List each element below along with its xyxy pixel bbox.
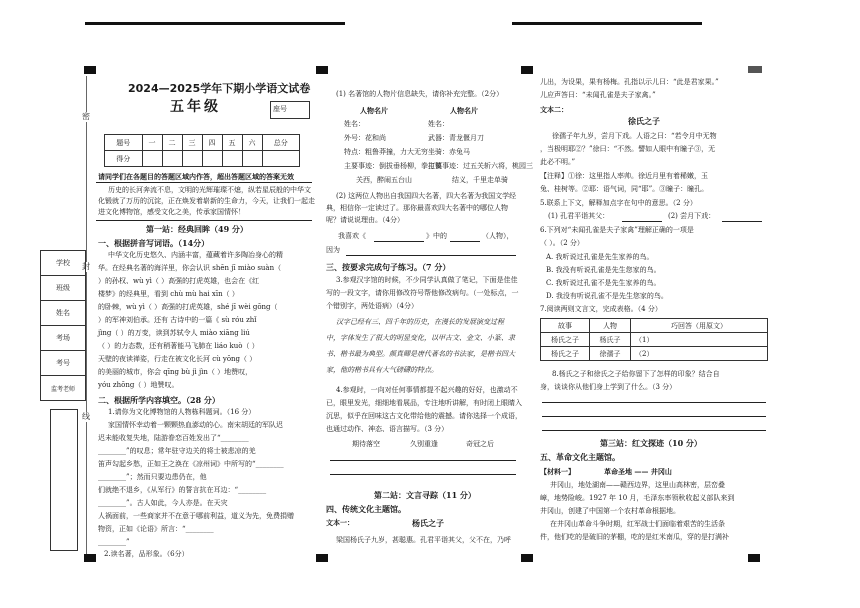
table-cell: 杨氏之子	[541, 333, 590, 347]
score-header: 一	[142, 135, 162, 151]
q5-part-b: (2) 尝月下戏：	[668, 212, 716, 220]
text-2-title: 徐氏之子	[628, 116, 660, 126]
seat-box	[270, 101, 310, 119]
material-line: 嶂，地势险峻。1927 年 10 月，毛泽东率领秋收起义部队来到	[540, 494, 735, 502]
text-1-line: 梁国杨氏子九岁，甚聪惠。孔君平诣其父，父不在，乃呼	[336, 536, 511, 544]
idiom-option: 奇冠之后	[466, 440, 494, 448]
text-2-line: ，当极明耶②？”徐曰：“不然。譬如人眼中有瞳子③，无	[540, 145, 716, 153]
comparison-table	[540, 318, 768, 361]
card-field: 主要事迹：过五关斩六将，桃园三	[428, 162, 533, 170]
alignment-mark	[316, 66, 328, 74]
score-header: 总分	[262, 135, 300, 151]
character-card-right	[428, 104, 533, 184]
answer-line[interactable]	[542, 430, 766, 431]
registration-bar-right	[512, 22, 702, 25]
q2-text: ________”；然而只要边患仍在，他	[98, 473, 207, 481]
q2-text: ________”的叹息；常年驻守边关的将士被悲凉的羌	[98, 447, 256, 455]
q1-text: 的美丽的城市，你会 qīng bù jì jìn（ ）地赞叹，	[98, 368, 253, 376]
answer-blank[interactable]	[374, 241, 424, 242]
text-2-label: 文本二：	[540, 105, 568, 114]
divider	[96, 220, 312, 221]
q2-text: 物资，正如《论语》所言：“________	[98, 525, 214, 533]
q2-text: 们就绝不退乡，《从军行》的誓言抗在耳边：“________	[98, 486, 267, 494]
material-label: 【材料一】	[540, 467, 575, 476]
table-answer-cell[interactable]: （1）	[631, 333, 768, 347]
binding-mark: 封	[82, 262, 90, 271]
side-field-number: 考号	[41, 351, 86, 376]
question-2-title: 二、根据所学内容填空。（28 分）	[98, 395, 220, 405]
note-line: 兔、桂树等。②耶：语气词，同“耶”。③瞳子：瞳孔。	[540, 185, 709, 193]
question-7: 7.阅读两则文言文，完成表格。（4 分）	[540, 305, 662, 313]
card-field: 特点：粗鲁莽撞，力大无穷	[344, 148, 428, 156]
q2b-text: 典，相信你一定读过了。那你最喜欢四大名著中的哪位人物	[326, 204, 508, 212]
text-1-label: 文本一：	[326, 518, 354, 527]
score-cell	[202, 151, 222, 167]
answer-line[interactable]	[330, 474, 516, 475]
q1-text: 华。在经典名著的海洋里，你会认识 shēn jī miào suàn（	[98, 264, 282, 272]
score-cell	[162, 151, 182, 167]
handwritten-line: 汉字已经有三、四千年的历史，在漫长的发展演变过程	[336, 318, 504, 326]
option-a: A. 我听说过孔雀是先生家养的鸟。	[546, 253, 654, 261]
grade-title: 五年级	[170, 99, 221, 115]
answer-blank[interactable]	[346, 255, 516, 256]
answer-blank[interactable]	[622, 221, 662, 222]
exam-title: 2024—2025学年下期小学语文试卷	[128, 82, 311, 95]
alignment-mark	[521, 554, 533, 562]
table-answer-cell[interactable]: （2）	[631, 347, 768, 361]
handwritten-passage	[326, 318, 518, 382]
score-header: 二	[162, 135, 182, 151]
note-line: 【注释】①徐：这里指人率帅。徐近月里有着稀嫩，玉	[540, 172, 708, 180]
score-header: 四	[202, 135, 222, 151]
q1-text: 天壁的夜读禅姿，行走在被文化长河 cù yōng（ ）	[98, 355, 257, 363]
q1-text: ）的军神刘伯承。还有 古诗中的一篇《 sù róu zhǐ	[98, 316, 257, 324]
score-header: 题号	[105, 135, 143, 151]
q3-text: 个错别字，两处语病）（4分）	[326, 302, 418, 310]
card-field: 姓名：	[344, 120, 365, 128]
score-cell	[142, 151, 162, 167]
text-2-line: 此必不明。”	[540, 158, 576, 166]
material-title: 革命圣地 —— 井冈山	[604, 467, 672, 476]
option-d: D. 我没有听说孔雀不是先生您家的鸟。	[546, 292, 668, 300]
card-field: 外号：花和尚	[344, 134, 386, 142]
side-field-name: 姓名	[41, 301, 86, 326]
handwritten-line: 中，字体发生了很大的明显变化，以甲古文、金文、小篆、隶	[326, 334, 515, 342]
q2-subtitle: 1.请你为文化博物馆的人物栋科题词。（16 分）	[108, 408, 256, 416]
score-cell	[222, 151, 242, 167]
col2-question-head: (1) 名著馆的人物片信息缺失，请你补充完整。（2分）	[336, 90, 504, 98]
divider	[96, 182, 312, 183]
q2-text: 家国情怀幸动着一颗颗热血澎动的心。南宋胡廷的军队迟	[108, 421, 283, 429]
binding-mark: 密	[82, 112, 90, 121]
intro-line: 进文化博物馆，感受文化之美，传承家国情怀！	[98, 208, 245, 216]
score-table	[104, 134, 300, 167]
answer-line[interactable]	[330, 460, 516, 461]
card-title: 人物名片	[360, 106, 388, 115]
seat-label: 座号	[273, 105, 287, 113]
fill-favorite-end: （人物），	[482, 232, 514, 240]
student-info-table	[40, 250, 86, 401]
side-field-school: 学校	[41, 251, 86, 276]
fill-favorite-book: 我喜欢《	[338, 232, 366, 240]
binding-line	[86, 76, 87, 554]
q1-text: jìng（ ）的万变，读到苏轼令人 miào xiāng liú	[98, 329, 250, 337]
material-line: 井冈山，地处湖南——赣西边界，这里山高林密，层峦叠	[550, 481, 725, 489]
card-field: 关西，醉闹五台山	[356, 176, 412, 184]
text-1-continued: 儿应声答曰：“未闻孔雀是夫子家禽。”	[540, 91, 656, 99]
q4-text: 4.参观时，一向对任何事情都提不起兴趣的好好，也激动不	[336, 386, 518, 394]
table-cell: 徐孺子	[590, 347, 631, 361]
card-field: 主要事迹：倒拔垂杨柳，拳打镇	[344, 162, 442, 170]
option-c: C. 我听说过孔雀不是先生家养的鸟。	[546, 279, 661, 287]
question-8: 8.杨氏之子和徐氏之子给你留下了怎样的印象？结合自	[552, 370, 720, 378]
score-header: 五	[222, 135, 242, 151]
table-header: 人物	[590, 319, 631, 333]
score-cell	[242, 151, 262, 167]
alignment-mark	[748, 66, 762, 73]
question-6: 6.下列对“未闻孔雀是夫子家禽”理解正确的一项是	[540, 226, 694, 234]
q1-text: 中华文化历史悠久、内涵丰富，蕴藏着许多陶冶身心的精	[108, 251, 283, 259]
idiom-option: 久别重逢	[410, 440, 438, 448]
q3-text: 3.参观汉字馆的时候，不少同学认真做了笔记，下面是佳佳	[336, 276, 518, 284]
intro-line: 化锻就了万历的沉淀，正在焕发着崭新的生命力，今天，让我们一起走	[98, 197, 315, 205]
idiom-option: 期待落空	[352, 440, 380, 448]
section-3-title: 第三站：红文探迹（10 分）	[600, 438, 702, 448]
binding-mark: 线	[82, 412, 90, 421]
question-3-title: 三、按要求完成句子练习。（7 分）	[326, 262, 451, 272]
question-5: 5.联系上下文，解释加点字在句中的意思。（2 分）	[540, 199, 697, 207]
side-field-class: 班级	[41, 276, 86, 301]
alignment-mark	[748, 554, 760, 562]
answer-line[interactable]	[542, 402, 766, 403]
q2-subtitle-2: 2.读名著，品形象。（6分）	[104, 550, 189, 558]
option-b: B. 我没有听说孔雀是先生您家的鸟。	[546, 266, 661, 274]
question-4-title: 四、传统文化主题馆。	[326, 504, 406, 514]
q2-text: 人祸面前，一些商家并不在意于哪前利益，道义为先，免费捐赠	[98, 512, 294, 520]
q2b-text: (2) 这两位人物出自我国四大名著，四大名著为我国文学经	[336, 192, 517, 200]
q4-text: 沉思，似乎在回味这古文化带给他的震撼。请你选择一个成语，	[326, 412, 522, 420]
registration-bar-left	[85, 22, 345, 25]
table-cell: 杨氏之子	[541, 347, 590, 361]
answer-line[interactable]	[542, 416, 766, 417]
q2b-text: 呢？请说说理由。（4分）	[326, 216, 404, 224]
card-field: 姓名：	[428, 120, 449, 128]
card-field: 结义，千里走单骑	[452, 176, 508, 184]
score-row-label: 得分	[105, 151, 143, 167]
text-1-continued: 儿出，为设果，果有杨梅。孔指以示儿曰：“此是君家果。”	[540, 78, 719, 86]
table-header: 故事	[541, 319, 590, 333]
question-5-title: 五、革命文化主题馆。	[540, 452, 620, 462]
question-8: 身，谈谈你从他们身上学到了什么。（3 分）	[540, 383, 677, 391]
handwritten-line: 书、楷书最为典型。颜真卿是唐代著名的书法家，是楷书四大	[326, 350, 515, 358]
q4-text: 已，眼里发光，细细地看展品，专注地听讲解，有时闭上眼睛入	[326, 399, 522, 407]
question-6: （ ）。（2 分）	[540, 239, 584, 247]
score-cell	[262, 151, 300, 167]
alignment-mark	[316, 554, 328, 562]
text-1-title: 杨氏之子	[412, 518, 444, 528]
section-1-title: 第一站：经典回眸（49 分）	[146, 224, 248, 234]
section-2-title: 第二站：文言寻踪（11 分）	[374, 490, 476, 500]
q1-text: （ ）的力态数，还有稍著能马飞肺在 liáo kuò（ ）	[98, 342, 259, 350]
q2-text: 笛声勾起乡愁，正如王之涣在《凉州词》中所写的“________	[98, 460, 284, 468]
fill-reason: 因为	[326, 246, 340, 254]
q2-text: ________”	[98, 538, 130, 546]
score-header: 六	[242, 135, 262, 151]
side-field-proctor: 监考老师	[41, 376, 86, 401]
q2-text: ________”。古人如此，今人亦是。在天灾	[98, 499, 228, 507]
material-line: 在井冈山革命斗争时期，红军战士们面临着艰苦的生活条	[550, 520, 725, 528]
answer-blank[interactable]	[450, 241, 480, 242]
table-cell: 杨氏子	[590, 333, 631, 347]
intro-line: 历史的长河奔流不息，文明的光辉璀璨不熄，纵若星辰般的中华文	[108, 186, 311, 194]
text-2-line: 徐孺子年九岁，尝月下戏。人语之曰：“若令月中无物	[552, 132, 717, 140]
card-title: 人物名片	[450, 106, 478, 115]
q1-text: yóu zhōng（ ）地赞叹。	[98, 381, 179, 389]
card-field: 武器：青龙偃月刀	[428, 134, 484, 142]
q1-text: 楼梦》的经典里，看到 chù mù hai xīn（ ）	[98, 290, 239, 298]
score-header: 三	[182, 135, 202, 151]
q2-text: 迟未能收复失地，陆游眷恋百姓发出了“________	[98, 434, 249, 442]
character-card-left	[344, 104, 442, 184]
q4-text: 也通过动作、神态、语言描写。（3 分）	[326, 425, 449, 433]
q1-text: 的卧棘，wù yì（ ）高强的打虎英雄，shé jī wèi gōng（	[98, 303, 278, 311]
answer-notice: 请同学们在各题目的答题区域内作答，超出答题区域的答案无效	[98, 172, 294, 181]
q1-text: ）的孙权、wù yì（ ）高强的打虎英雄，也会在《红	[98, 277, 260, 285]
table-header: 巧回答（用原文）	[631, 319, 768, 333]
alignment-mark	[521, 66, 533, 74]
score-cell	[182, 151, 202, 167]
answer-blank[interactable]	[722, 221, 762, 222]
material-line: 井冈山，创建了中国第一个农村革命根据地。	[540, 507, 680, 515]
side-field-room: 考场	[41, 326, 86, 351]
card-field: 坐骑：赤兔马	[428, 148, 470, 156]
question-1-title: 一、根据拼音写词语。（14分）	[98, 238, 210, 248]
proctor-signature-box	[50, 409, 78, 551]
fill-favorite-mid: 》中的	[426, 232, 447, 240]
handwritten-line: 家，他的楷书具有大气磅礴的特点。	[326, 366, 438, 374]
material-line: 件，他们吃的是破旧的茅棚，吃的是红米南瓜，穿的是打满补	[540, 533, 729, 541]
alignment-mark	[84, 554, 96, 562]
q3-text: 写的一段文字，请你用修改符号帮他修改病句。（一处标点，一	[326, 289, 519, 297]
alignment-mark	[84, 66, 96, 74]
q5-part-a: (1) 孔君平诣其父：	[548, 212, 610, 220]
